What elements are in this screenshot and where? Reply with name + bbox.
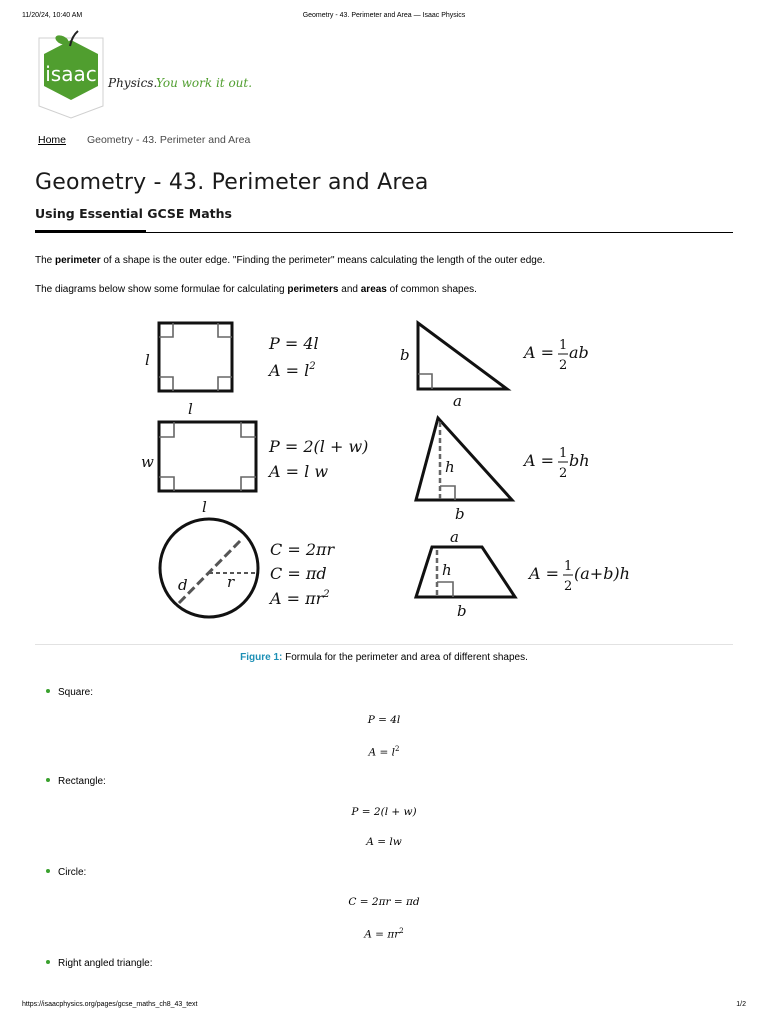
bullet-icon: [46, 778, 50, 782]
circle-formula-circumference-r: C = 2πr: [270, 540, 335, 559]
triangle-formula-denominator: 2: [559, 466, 568, 481]
page-subtitle: Using Essential GCSE Maths: [35, 206, 232, 221]
list-item-square: Square:: [46, 687, 93, 698]
square-bottom-label: l: [188, 400, 193, 418]
right-triangle-formula-denominator: 2: [559, 358, 568, 373]
page-title: Geometry - 43. Perimeter and Area: [35, 170, 429, 195]
circle-equation-circumference: C = 2πr = πd: [348, 896, 420, 908]
breadcrumb-home-link[interactable]: Home: [38, 134, 67, 146]
figure-caption-label: Figure 1:: [240, 652, 283, 663]
trapezium-formula-suffix: (a+b)h: [574, 564, 630, 583]
trapezium-height-label: h: [442, 561, 452, 579]
rectangle-bottom-label: l: [202, 498, 207, 516]
print-url: https://isaacphysics.org/pages/gcse_maths_ch8_43_text: [22, 1001, 198, 1008]
triangle-formula-numerator: 1: [559, 446, 568, 461]
circle-equation-area: $A = \pi r^2$: [364, 927, 404, 941]
right-triangle-side-label: b: [400, 346, 410, 364]
square-side-label: l: [145, 351, 150, 369]
triangle-formula-prefix: A =: [524, 451, 555, 470]
logo-graphic: [36, 24, 266, 124]
trapezium-formula-prefix: A =: [529, 564, 560, 583]
trapezium-base-label: b: [457, 602, 467, 620]
shapes-formula-figure: [130, 312, 650, 624]
print-datetime: 11/20/24, 10:40 AM: [22, 12, 83, 19]
circle-formula-circumference-d: C = πd: [270, 564, 327, 583]
intro-paragraph-2: The diagrams below show some formulae for calculating perimeters and areas of common shapes.: [35, 284, 477, 295]
figure-divider: [35, 644, 733, 645]
intro-paragraph-1: The perimeter of a shape is the outer edge. "Finding the perimeter" means calculating the length of the outer edge.: [35, 255, 546, 266]
logo-wordmark: isaac: [45, 62, 97, 86]
breadcrumb: [38, 134, 250, 146]
circle-formula-area: $A = \pi r^2$: [270, 589, 330, 608]
bullet-icon: [46, 869, 50, 873]
circle-diameter-label: d: [178, 576, 188, 594]
logo-tagline-motto: You work it out.: [156, 76, 253, 90]
square-formula-area: $A = l^2$: [269, 361, 316, 380]
title-divider-accent: [35, 230, 146, 233]
right-triangle-diagram: [400, 323, 589, 410]
right-triangle-formula-suffix: ab: [569, 343, 589, 362]
square-diagram: [145, 323, 319, 418]
trapezium-diagram: [416, 528, 630, 620]
triangle-formula-suffix: bh: [569, 451, 590, 470]
rectangle-formula-area: A = l w: [269, 462, 329, 481]
square-formula-perimeter: P = 4l: [269, 334, 319, 353]
print-title: Geometry - 43. Perimeter and Area — Isaac Physics: [302, 12, 466, 19]
circle-radius-label: r: [227, 573, 235, 591]
figure-caption: [0, 652, 768, 663]
triangle-diagram: [416, 418, 590, 523]
list-item-right-triangle: Right angled triangle:: [46, 958, 153, 969]
trapezium-formula-numerator: 1: [564, 559, 573, 574]
triangle-height-label: h: [445, 458, 455, 476]
isaac-physics-logo[interactable]: [36, 24, 266, 124]
bullet-icon: [46, 960, 50, 964]
print-page-number: 1/2: [736, 1001, 746, 1008]
logo-tagline-brand: Physics.: [108, 76, 158, 90]
list-item-rectangle: Rectangle:: [46, 776, 106, 787]
list-item-circle: Circle:: [46, 867, 86, 878]
circle-diagram: [160, 519, 336, 617]
rectangle-equation-perimeter: P = 2(l + w): [351, 806, 417, 818]
triangle-base-label: b: [455, 505, 465, 523]
square-equation-area: $A = l^2$: [368, 745, 400, 759]
right-triangle-formula-prefix: A =: [524, 343, 555, 362]
trapezium-top-label: a: [450, 528, 459, 546]
trapezium-formula-denominator: 2: [564, 579, 573, 594]
square-equation-perimeter: P = 4l: [367, 714, 401, 726]
rectangle-formula-perimeter: P = 2(l + w): [269, 437, 369, 456]
right-triangle-base-label: a: [453, 392, 462, 410]
rectangle-side-label: w: [141, 453, 154, 471]
bullet-icon: [46, 689, 50, 693]
rectangle-diagram: [141, 422, 368, 516]
figure-caption-text: Formula for the perimeter and area of different shapes.: [282, 652, 528, 663]
right-triangle-formula-numerator: 1: [559, 338, 568, 353]
rectangle-equation-area: A = lw: [366, 836, 402, 848]
breadcrumb-current: Geometry - 43. Perimeter and Area: [86, 134, 251, 146]
